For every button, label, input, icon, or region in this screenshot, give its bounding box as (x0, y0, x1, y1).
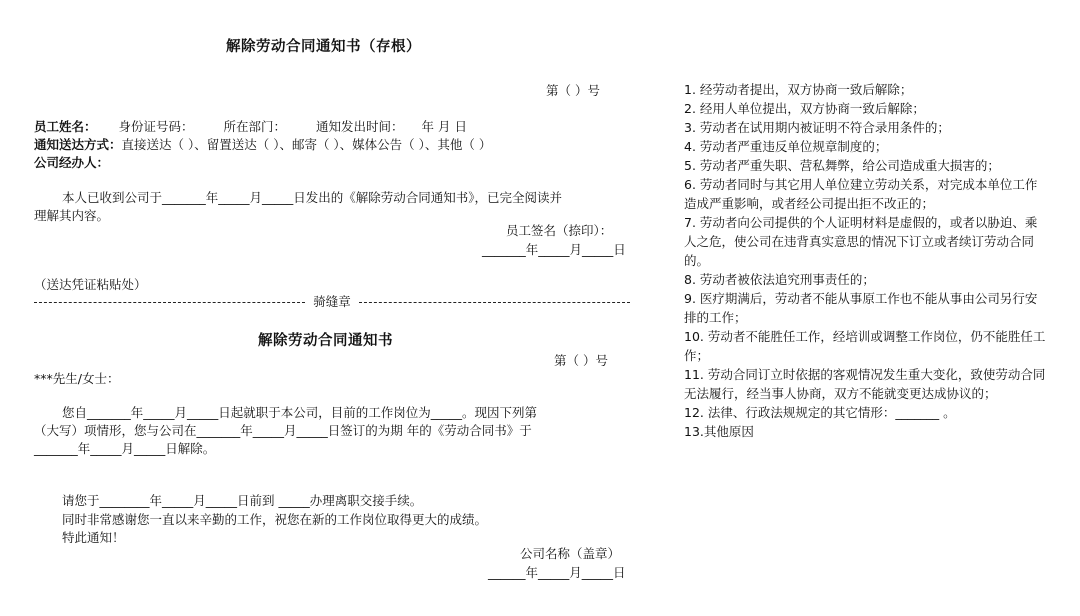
notice-body-line-2: （大写）项情形，您与公司在_______年_____月_____日签订的为期 年的《劳动合同书》于 (34, 423, 532, 438)
reason-item: 9. 医疗期满后，劳动者不能从事原工作也不能从事由公司另行安排的工作； (684, 291, 1038, 325)
salutation: ***先生/女士： (34, 371, 120, 386)
reason-item: 12. 法律、行政法规规定的其它情形：_______ 。 (684, 405, 956, 420)
reason-item: 7. 劳动者向公司提供的个人证明材料是虚假的，或者以胁迫、乘人之危，使公司在违背真实意思的情况下订立或者续订劳动合同的。 (684, 215, 1038, 268)
notice-title: 解除劳动合同通知书 (258, 333, 393, 349)
stub-info-row (34, 118, 467, 136)
stub-number: 第（ ）号 (546, 83, 600, 98)
stub-title: 解除劳动合同通知书（存根） (226, 39, 421, 55)
reason-item: 1. 经劳动者提出，双方协商一致后解除； (684, 82, 913, 97)
reason-item: 4. 劳动者严重违反单位规章制度的； (684, 139, 888, 154)
perforation-separator (34, 293, 630, 311)
closing-line: 特此通知！ (62, 530, 125, 545)
reason-item: 5. 劳动者严重失职、营私舞弊，给公司造成重大损害的； (684, 158, 1000, 173)
issue-date: 年 月 日 (421, 119, 467, 134)
reason-item: 10. 劳动者不能胜任工作，经培训或调整工作岗位，仍不能胜任工作； (684, 329, 1046, 363)
reason-item: 13.其他原因 (684, 424, 754, 439)
notice-body-line-1: 您自_______年_____月_____日起就职于本公司，目前的工作岗位为_____。现因下列第 (62, 405, 538, 420)
delivery-row (34, 136, 491, 154)
seal-label: 骑缝章 (313, 294, 351, 309)
reason-item: 2. 经用人单位提出，双方协商一致后解除； (684, 101, 925, 116)
signature-label: 员工签名（捺印）： (506, 223, 613, 238)
employee-name-label: 员工姓名： (34, 119, 97, 134)
issue-time-label: 通知发出时间： (316, 119, 404, 134)
thanks-line: 同时非常感谢您一直以来辛勤的工作，祝您在新的工作岗位取得更大的成绩。 (62, 512, 488, 527)
reason-item: 8. 劳动者被依法追究刑事责任的； (684, 272, 875, 287)
notice-body-line-3: _______年_____月_____日解除。 (34, 441, 216, 456)
company-name-label: 公司名称（盖章） (520, 546, 621, 561)
notice-number: 第（ ）号 (554, 353, 608, 368)
dashed-line-right (359, 302, 630, 303)
termination-reasons-list (684, 80, 1049, 441)
company-date: ______年_____月_____日 (488, 565, 626, 580)
id-number-label: 身份证号码： (118, 119, 194, 134)
delivery-options: 直接送达（ ）、留置送达（ ）、邮寄（ ）、媒体公告（ ）、其他（ ） (121, 137, 492, 152)
dashed-line-left (34, 302, 305, 303)
reason-item: 11. 劳动合同订立时依据的客观情况发生重大变化，致使劳动合同无法履行，经当事人协商，双方不能就变更达成协议的； (684, 367, 1046, 401)
signature-date: _______年_____月_____日 (482, 242, 626, 257)
delivery-label: 通知送达方式： (34, 137, 122, 152)
reason-item: 6. 劳动者同时与其它用人单位建立劳动关系，对完成本单位工作造成严重影响，或者经公司提出拒不改正的； (684, 177, 1038, 211)
reason-item: 3. 劳动者在试用期内被证明不符合录用条件的； (684, 120, 950, 135)
attach-note: （送达凭证粘贴处） (34, 277, 147, 292)
receipt-line-1: 本人已收到公司于_______年_____月_____日发出的《解除劳动合同通知书》，已完全阅读并 (62, 190, 563, 205)
department-label: 所在部门： (223, 119, 287, 134)
receipt-line-2: 理解其内容。 (34, 208, 110, 223)
handler-label: 公司经办人： (34, 155, 110, 170)
handover-line: 请您于________年_____月_____日前到 _____办理离职交接手续。 (62, 493, 423, 508)
